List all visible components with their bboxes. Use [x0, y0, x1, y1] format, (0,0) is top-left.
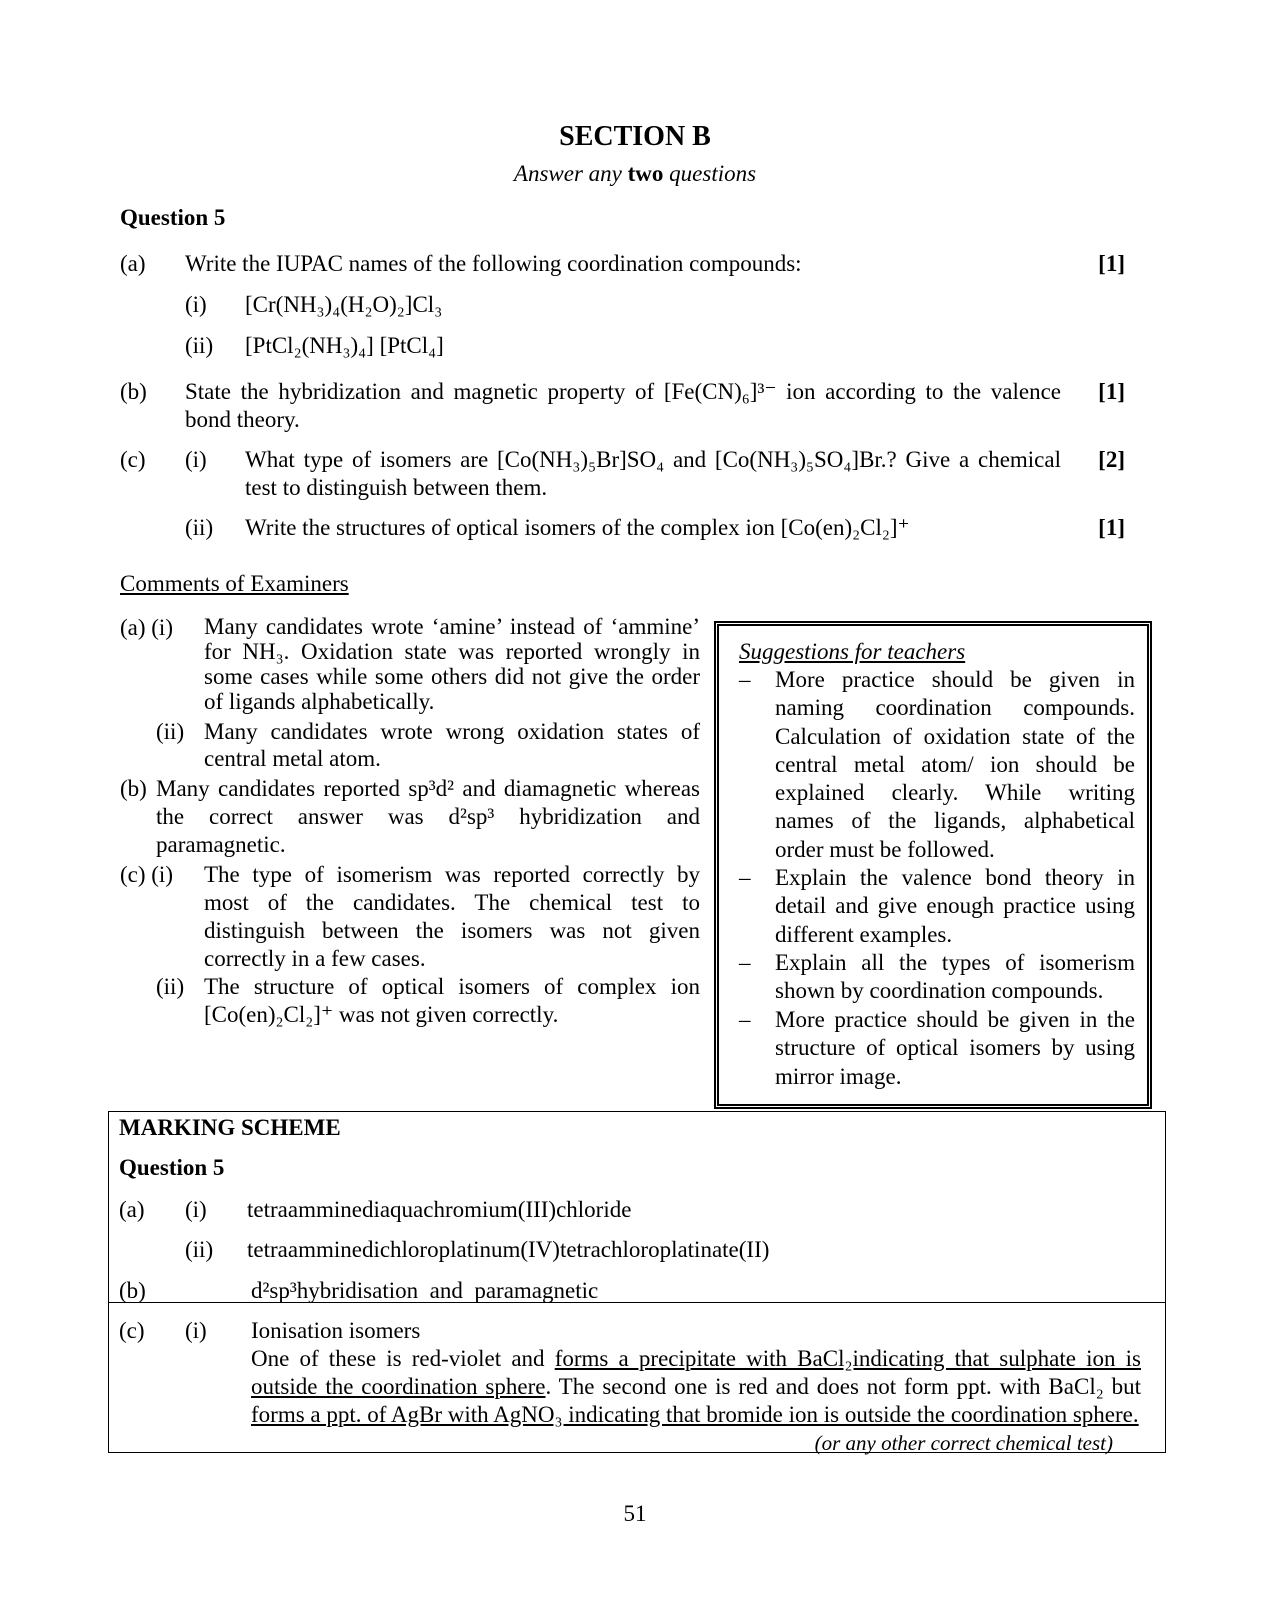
part-label: (c): [120, 447, 146, 472]
part-label: (a): [120, 251, 146, 276]
sub-label: (i): [185, 447, 207, 472]
comment-label: (c) (i): [120, 862, 173, 887]
marks: [1]: [1098, 515, 1125, 540]
ms-underlined-text: forms a ppt. of AgBr with AgNO₃ indicating that bromide ion is outside the coordination sphere.: [251, 1402, 1139, 1427]
suggestion-text: More practice should be given in the structure of optical isomers by using mirror image.: [775, 1007, 1135, 1089]
comment-label: (ii): [156, 974, 185, 999]
ms-sub-label: (i): [185, 1197, 207, 1222]
ms-text: One of these is red-violet and: [251, 1346, 555, 1371]
question-title: Question 5: [120, 205, 226, 230]
dash-bullet: –: [739, 865, 751, 890]
formula: [PtCl₂(NH₃)₄] [PtCl₄]: [245, 333, 444, 358]
ms-answer-title: Ionisation isomers: [251, 1318, 421, 1343]
ms-label: (b): [119, 1278, 146, 1303]
sub-label: (ii): [185, 515, 214, 540]
ms-divider: [109, 1302, 1165, 1303]
comments-heading: Comments of Examiners: [120, 571, 349, 596]
suggestions-heading: Suggestions for teachers: [739, 639, 966, 664]
marking-scheme-heading: MARKING SCHEME: [119, 1115, 341, 1140]
dash-bullet: –: [739, 667, 751, 692]
suggestion-text: Explain the valence bond theory in detail and give enough practice using different examples.: [775, 865, 1135, 947]
dash-bullet: –: [739, 1007, 751, 1032]
comment-label: (ii): [156, 719, 185, 744]
marks: [1]: [1098, 251, 1125, 276]
section-title: SECTION B: [559, 121, 711, 152]
page-number: 51: [623, 1501, 647, 1526]
ms-sub-label: (ii): [185, 1237, 214, 1262]
dash-bullet: –: [739, 950, 751, 975]
part-label: (b): [120, 379, 147, 404]
comment-text: Many candidates reported sp³d² and diamagnetic whereas the correct answer was d²sp³ hybridization and paramagnetic.: [156, 776, 700, 857]
formula: [Cr(NH₃)₄(H₂O)₂]Cl₃: [245, 292, 443, 317]
comment-label: (a) (i): [120, 615, 173, 640]
comment-text: Many candidates wrote wrong oxidation states of central metal atom.: [204, 719, 700, 771]
comment-text: Many candidates wrote ‘amine’ instead of ‘ammine’ for NH₃. Oxidation state was reported wrongly in some cases while some others did not give the order of ligands alphabetically.: [204, 614, 700, 714]
ms-answer: d²sp³hybridisation and paramagnetic: [251, 1278, 599, 1303]
part-text: What type of isomers are [Co(NH₃)₅Br]SO₄ and [Co(NH₃)₅SO₄]Br.? Give a chemical test to distinguish between them.: [245, 447, 1061, 500]
comment-text: The structure of optical isomers of complex ion [Co(en)₂Cl₂]⁺ was not given correctly.: [204, 974, 700, 1027]
suggestions-box: [714, 621, 1152, 1109]
ms-note: (or any other correct chemical test): [814, 1431, 1113, 1455]
part-text: Write the IUPAC names of the following coordination compounds:: [185, 251, 802, 276]
marks: [1]: [1098, 379, 1125, 404]
marking-question-title: Question 5: [119, 1155, 225, 1180]
part-text: State the hybridization and magnetic property of [Fe(CN)₆]³⁻ ion according to the valence bond theory.: [185, 379, 1061, 432]
ms-text: . The second one is red and does not form ppt. with BaCl₂ but: [545, 1374, 1142, 1399]
suggestion-text: Explain all the types of isomerism shown by coordination compounds.: [775, 950, 1135, 1004]
ms-label: (a): [119, 1197, 145, 1222]
ms-label: (c): [119, 1318, 145, 1343]
comment-label: (b): [120, 776, 147, 801]
ms-answer-paragraph: [251, 1345, 1141, 1429]
ms-answer: tetraamminediaquachromium(III)chloride: [247, 1197, 632, 1222]
suggestion-text: More practice should be given in naming coordination compounds. Calculation of oxidation state of the central metal atom/ ion should be explained clearly. While writing names of the ligands, alphabetical order must be followed.: [775, 667, 1135, 862]
sub-label: (i): [185, 292, 207, 317]
section-instruction: Answer any two questions: [513, 161, 757, 186]
ms-sub-label: (i): [185, 1318, 207, 1343]
marking-scheme-box: [108, 1111, 1166, 1453]
comment-text: The type of isomerism was reported correctly by most of the candidates. The chemical test to distinguish between the isomers was not given correctly in a few cases.: [204, 862, 700, 971]
sub-label: (ii): [185, 333, 214, 358]
part-text: Write the structures of optical isomers of the complex ion [Co(en)₂Cl₂]⁺: [245, 515, 910, 540]
marks: [2]: [1098, 447, 1125, 472]
ms-answer: tetraamminedichloroplatinum(IV)tetrachloroplatinate(II): [247, 1237, 770, 1262]
ms-underlined-text: forms a precipitate with BaCl₂indicating that sulphate ion is outside the coordination sphere: [251, 1346, 1141, 1399]
